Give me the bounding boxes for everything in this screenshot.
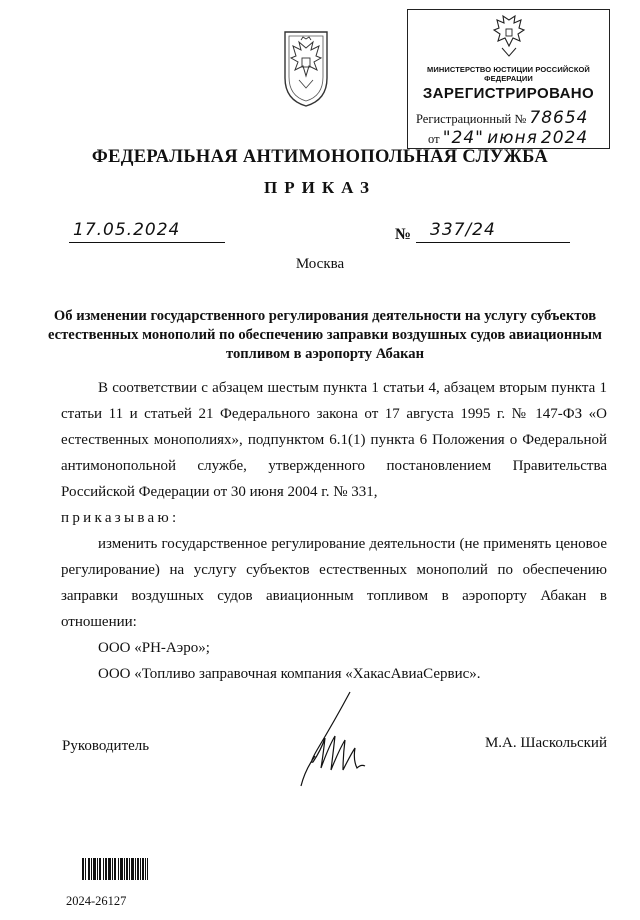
handwritten-signature [295, 690, 375, 790]
stamp-reg-date-line [428, 128, 588, 148]
decision-paragraph: изменить государственное регулирование деятельности (не применять ценовое регулирование) на услугу субъектов естественных монополий по обеспечению заправки воздушных судов авиационным топливом в аэропорту Абакан в отношении: [61, 536, 607, 630]
coat-of-arms-emblem [281, 28, 331, 108]
stamp-ministry-name: МИНИСТЕРСТВО ЮСТИЦИИ РОССИЙСКОЙ ФЕДЕРАЦИИ [427, 65, 590, 83]
order-title: Об изменении государственного регулирования деятельности на услугу субъектов естественных монополий по обеспечению заправки воздушных судов авиационным топливом в аэропорту Абакан [48, 308, 602, 362]
stamp-date-day: "24" [442, 128, 484, 148]
stamp-from-label: от [428, 132, 440, 146]
order-word: приказываю: [61, 510, 180, 526]
stamp-reg-label: Регистрационный № [416, 112, 527, 126]
order-number-label: № [395, 226, 412, 243]
stamp-date-year: 2024 [540, 128, 589, 148]
organization-item: ООО «Топливо заправочная компания «ХакасАвиаСервис». [98, 666, 481, 682]
stamp-reg-number: 78654 [529, 108, 589, 128]
order-date-field [69, 222, 225, 243]
organization-item: ООО «РН-Аэро»; [98, 640, 210, 656]
order-number-field [416, 222, 570, 243]
registration-stamp [407, 9, 610, 149]
order-number: 337/24 [430, 220, 496, 240]
preamble-paragraph: В соответствии с абзацем шестым пункта 1 статьи 4, абзацем вторым пункта 1 статьи 11 и статьей 21 Федерального закона от 17 августа 1995 г. № 147-ФЗ «О естественных монополиях», подпунктом 6.1(1) пункта 6 Положения о Федеральной антимонопольной службе, утвержденного постановлением Правительства Российской Федерации от 30 июня 2004 г. № 331, [61, 380, 607, 500]
barcode-icon [82, 858, 148, 880]
stamp-registered-text: ЗАРЕГИСТРИРОВАНО [422, 85, 595, 102]
agency-name: ФЕДЕРАЛЬНАЯ АНТИМОНОПОЛЬНАЯ СЛУЖБА [91, 147, 549, 167]
signatory-position: Руководитель [62, 738, 150, 754]
order-date: 17.05.2024 [73, 220, 181, 240]
order-body [61, 375, 607, 687]
document-type: ПРИКАЗ [264, 178, 376, 197]
stamp-date-month: июня [487, 128, 538, 148]
barcode-number: 2024-26127 [66, 894, 127, 908]
stamp-reg-number-line [416, 108, 588, 128]
signatory-name: М.А. Шаскольский [484, 735, 607, 751]
city: Москва [295, 256, 345, 272]
stamp-emblem-icon [491, 14, 527, 60]
